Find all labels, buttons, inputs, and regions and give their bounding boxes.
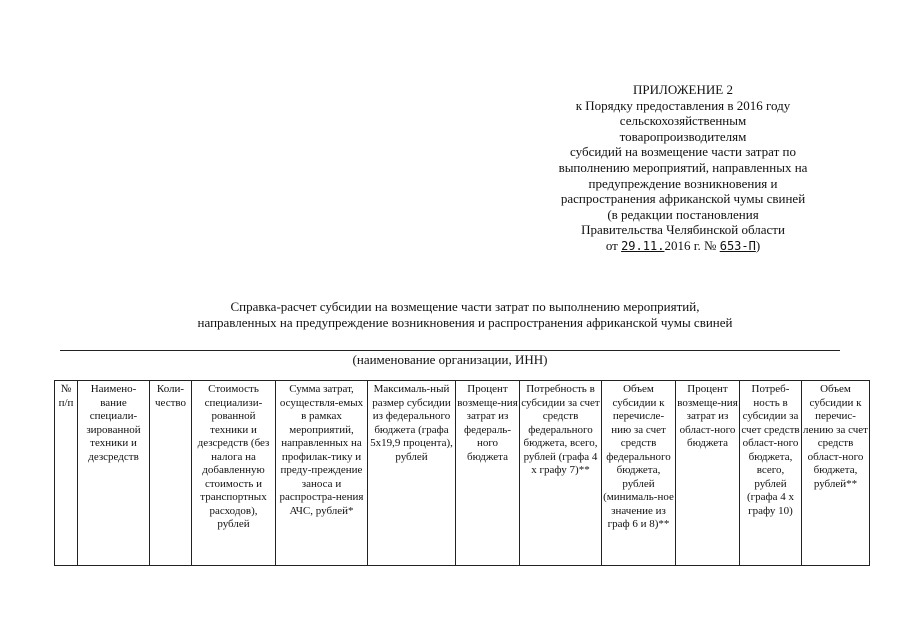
resolution-number: 653-П [719,238,756,253]
header-cell: Стоимость специализи-рованной техники и дезсредств (без налога на добавленную стоимость и транспортных расходов), рублей [192,381,276,566]
title-line-2: направленных на предупреждение возникновения и распространения африканской чумы свиней [197,315,733,330]
document-title [40,299,890,331]
header-cell: Потреб-ность в субсидии за счет средств област-ного бюджета, всего, рублей (графа 4 х графу 10) [740,381,802,566]
resolution-date: 29.11. [621,238,665,253]
appendix-line: товаропроизводителям [619,128,747,144]
organization-name-line [60,350,840,351]
header-cell: Процент возмеще-ния затрат из област-ного бюджета [676,381,740,566]
appendix-line: Правительства Челябинской области [581,222,785,238]
appendix-line: предупреждение возникновения и [588,175,778,191]
date-prefix: от [605,237,622,253]
appendix-line: выполнению мероприятий, направленных на [558,159,808,175]
header-cell: Процент возмеще-ния затрат из федераль-ного бюджета [456,381,520,566]
header-cell: Объем субсидии к перечис-лению за счет средств област-ного бюджета, рублей** [802,381,870,566]
closing-paren: ) [755,237,761,253]
header-cell: № п/п [55,381,78,566]
calculation-table [54,380,870,566]
appendix-line: распространения африканской чумы свиней [560,191,806,207]
header-cell: Сумма затрат, осуществля-емых в рамках мероприятий, направленных на профилак-тику и преду-преждение заноса и распростра-нения АЧС, рублей* [276,381,368,566]
header-cell: Наимено-вание специали-зированной техники и дезсредств [78,381,150,566]
appendix-block [548,82,818,255]
organization-caption: (наименование организации, ИНН) [352,352,548,367]
table-header-row [55,381,870,566]
header-cell: Объем субсидии к перечисле-нию за счет средств федерального бюджета, рублей (минималь-ное значение из граф 6 и 8)** [602,381,676,566]
appendix-line: к Порядку предоставления в 2016 году [575,97,791,113]
header-cell: Потребность в субсидии за счет средств федерального бюджета, всего, рублей (графа 4 х графу 7)** [520,381,602,566]
header-cell: Максималь-ный размер субсидии из федерального бюджета (графа 5х19,9 процента), рублей [368,381,456,566]
date-suffix: 2016 г. № [664,237,720,253]
appendix-line: (в редакции постановления [607,206,759,222]
appendix-heading: ПРИЛОЖЕНИЕ 2 [633,82,733,97]
appendix-date-line [548,238,818,255]
title-line-1: Справка-расчет субсидии на возмещение части затрат по выполнению мероприятий, [230,299,700,314]
header-cell: Коли-чество [150,381,192,566]
appendix-line: сельскохозяйственным [619,113,747,129]
appendix-line: субсидий на возмещение части затрат по [570,144,796,160]
